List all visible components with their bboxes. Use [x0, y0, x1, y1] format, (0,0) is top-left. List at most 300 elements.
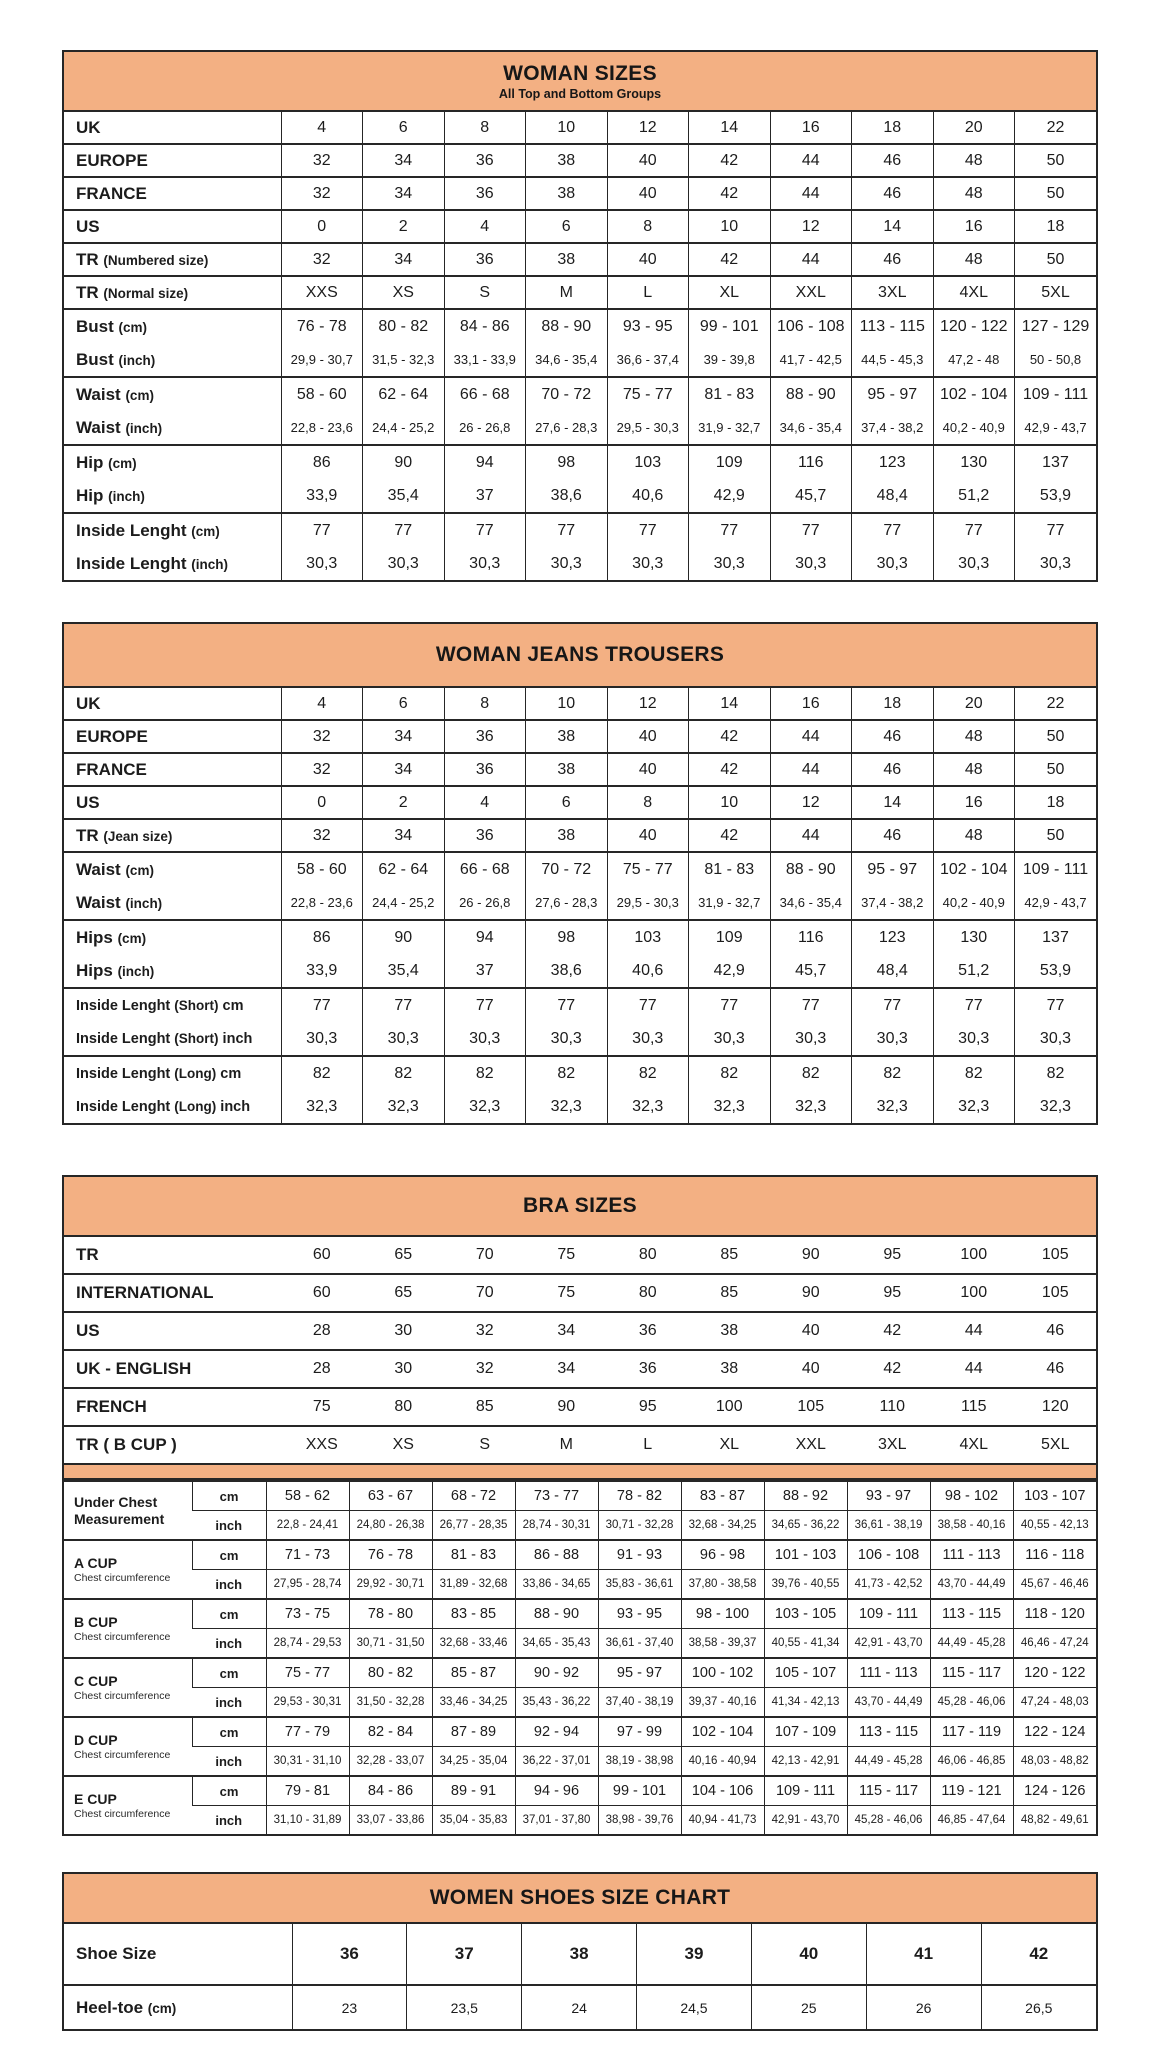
table-section-women-shoes	[62, 1872, 1098, 2031]
row-label-cell: Bust (cm)	[64, 309, 281, 343]
measurement-value-cell: 46,85 - 47,64	[930, 1806, 1013, 1835]
size-value-cell: 44	[933, 1350, 1015, 1388]
size-value-cell: 75	[281, 1388, 363, 1426]
table-row	[64, 1599, 1096, 1629]
size-value-cell: 60	[281, 1274, 363, 1312]
table-row	[64, 720, 1096, 753]
size-value-cell: 42,9 - 43,7	[1015, 411, 1097, 445]
size-value-cell: 4	[281, 688, 363, 720]
table-row	[64, 1717, 1096, 1747]
table-row	[64, 1274, 1096, 1312]
measurement-value-cell: 46,46 - 47,24	[1013, 1629, 1096, 1659]
measurement-value-cell: 88 - 90	[515, 1599, 598, 1629]
measurement-value-cell: 83 - 85	[432, 1599, 515, 1629]
size-value-cell: 35,4	[363, 954, 445, 988]
size-value-cell: 26 - 26,8	[444, 886, 526, 920]
table-row	[64, 1688, 1096, 1718]
table-row	[64, 513, 1096, 547]
cup-label-cell	[64, 1776, 192, 1834]
size-value-cell: 30,3	[444, 547, 526, 580]
unit-cell: inch	[192, 1511, 266, 1541]
measurement-value-cell: 120 - 122	[1013, 1658, 1096, 1688]
measurement-value-cell: 40,94 - 41,73	[681, 1806, 764, 1835]
measurement-value-cell: 24,80 - 26,38	[349, 1511, 432, 1541]
size-value-cell: 110	[852, 1388, 934, 1426]
size-value-cell: 14	[689, 112, 771, 144]
cup-label: B CUP	[74, 1613, 118, 1630]
size-value-cell: 32,3	[363, 1090, 445, 1123]
measurement-value-cell: 119 - 121	[930, 1776, 1013, 1806]
size-value-cell: 66 - 68	[444, 852, 526, 886]
measurement-value-cell: 102 - 104	[681, 1717, 764, 1747]
size-value-cell: 45,7	[770, 954, 852, 988]
size-value-cell: 60	[312, 1246, 331, 1263]
size-value-cell: 37	[444, 479, 526, 513]
size-value-cell: 48	[933, 720, 1015, 753]
size-value-cell: 86	[281, 445, 363, 479]
size-value-cell: 40	[751, 1924, 866, 1985]
measurement-value-cell: 109 - 111	[764, 1776, 847, 1806]
label-paren: (cm)	[118, 319, 148, 335]
size-grid-women-shoes	[64, 1924, 1096, 2029]
measurement-value-cell: 44,49 - 45,28	[930, 1629, 1013, 1659]
size-value-cell: 32	[281, 720, 363, 753]
size-value-cell: 130	[933, 920, 1015, 954]
size-value-cell: 32,3	[1015, 1090, 1097, 1123]
table-title-band	[64, 52, 1096, 112]
row-label-cell: INTERNATIONAL	[64, 1274, 281, 1312]
row-label-cell: UK - ENGLISH	[64, 1350, 281, 1388]
size-value-cell: 77	[281, 988, 363, 1022]
table-row	[64, 1511, 1096, 1541]
size-value-cell: 22	[1015, 688, 1097, 720]
separator-band	[64, 1463, 1096, 1480]
cup-label-cell	[64, 1658, 192, 1717]
size-value-cell: 38,6	[526, 479, 608, 513]
size-value-cell: 42	[689, 177, 771, 210]
size-value-cell: 44	[770, 177, 852, 210]
measurement-value-cell: 31,89 - 32,68	[432, 1570, 515, 1600]
size-value-cell: 36	[607, 1312, 689, 1350]
measurement-value-cell: 117 - 119	[930, 1717, 1013, 1747]
measurement-value-cell: 97 - 99	[598, 1717, 681, 1747]
size-value-cell: 29,9 - 30,7	[281, 343, 363, 377]
measurement-value-cell: 79 - 81	[266, 1776, 349, 1806]
measurement-value-cell: 38,19 - 38,98	[598, 1747, 681, 1777]
size-value-cell: 4	[444, 210, 526, 243]
size-value-cell: 40,6	[607, 479, 689, 513]
measurement-value-cell: 93 - 97	[847, 1481, 930, 1511]
measurement-value-cell: 33,86 - 34,65	[515, 1570, 598, 1600]
measurement-value-cell: 106 - 108	[847, 1540, 930, 1570]
row-label-cell: Waist (cm)	[64, 377, 281, 411]
size-value-cell: 33,9	[281, 479, 363, 513]
size-value-cell: 95	[852, 1274, 934, 1312]
size-value-cell: 75	[526, 1274, 608, 1312]
size-value-cell: 70	[444, 1274, 526, 1312]
measurement-value-cell: 73 - 75	[266, 1599, 349, 1629]
size-value-cell: 77	[607, 513, 689, 547]
size-value-cell: 31,5 - 32,3	[363, 343, 445, 377]
measurement-value-cell: 73 - 77	[515, 1481, 598, 1511]
size-value-cell: 51,2	[933, 479, 1015, 513]
size-value-cell: L	[607, 276, 689, 309]
size-value-cell: 37,4 - 38,2	[852, 886, 934, 920]
measurement-value-cell: 92 - 94	[515, 1717, 598, 1747]
measurement-value-cell: 46,06 - 46,85	[930, 1747, 1013, 1777]
size-value-cell: 3XL	[852, 276, 934, 309]
size-value-cell: 42	[689, 144, 771, 177]
cup-label-cell	[64, 1540, 192, 1599]
size-value-cell: 77	[363, 513, 445, 547]
row-label-cell: Heel-toe (cm)	[64, 1985, 292, 2029]
unit-cell: inch	[192, 1629, 266, 1659]
size-value-cell: 109	[689, 920, 771, 954]
size-value-cell: 40,6	[607, 954, 689, 988]
measurement-value-cell: 111 - 113	[930, 1540, 1013, 1570]
size-value-cell: 38	[526, 177, 608, 210]
size-value-cell: 30,3	[933, 547, 1015, 580]
size-value-cell: 12	[770, 786, 852, 819]
measurement-value-cell: 43,70 - 44,49	[930, 1570, 1013, 1600]
size-value-cell: 38	[689, 1350, 771, 1388]
size-value-cell: 120 - 122	[933, 309, 1015, 343]
table-row	[64, 1747, 1096, 1777]
size-value-cell: 90	[363, 445, 445, 479]
size-value-cell: 42,9 - 43,7	[1015, 886, 1097, 920]
size-value-cell: 77	[526, 988, 608, 1022]
size-value-cell: 32,3	[689, 1090, 771, 1123]
size-value-cell: 30,3	[363, 1022, 445, 1056]
size-value-cell: 28	[281, 1350, 363, 1388]
size-value-cell: 82	[852, 1056, 934, 1090]
size-value-cell: 10	[526, 688, 608, 720]
size-value-cell: 44	[770, 720, 852, 753]
size-value-cell: 76 - 78	[281, 309, 363, 343]
size-value-cell: 98	[526, 920, 608, 954]
row-label-cell: Bust (inch)	[76, 349, 156, 369]
size-value-cell: 77	[770, 988, 852, 1022]
size-value-cell: 109 - 111	[1015, 852, 1097, 886]
size-value-cell: 6	[526, 210, 608, 243]
size-value-cell: 30,3	[607, 547, 689, 580]
size-value-cell: 30,3	[852, 547, 934, 580]
measurement-value-cell: 30,71 - 32,28	[598, 1511, 681, 1541]
row-label-cell: FRANCE	[64, 753, 281, 786]
measurement-value-cell: 75 - 77	[266, 1658, 349, 1688]
size-value-cell: 86	[281, 920, 363, 954]
size-value-cell: 6	[363, 688, 445, 720]
measurement-value-cell: 124 - 126	[1013, 1776, 1096, 1806]
row-label-cell: UK	[76, 693, 101, 713]
size-value-cell: 50 - 50,8	[1015, 343, 1097, 377]
table-row	[64, 1985, 1096, 2029]
size-value-cell: 81 - 83	[689, 852, 771, 886]
measurement-value-cell: 26,77 - 28,35	[432, 1511, 515, 1541]
measurement-value-cell: 95 - 97	[598, 1658, 681, 1688]
size-value-cell: 36	[444, 753, 526, 786]
measurement-value-cell: 71 - 73	[266, 1540, 349, 1570]
table-row	[64, 411, 1096, 445]
size-value-cell: 77	[689, 988, 771, 1022]
size-value-cell: 32,3	[933, 1090, 1015, 1123]
size-value-cell: 50	[1015, 819, 1097, 852]
size-value-cell: 50	[1015, 243, 1097, 276]
cup-label-cell	[64, 1481, 192, 1540]
measurement-value-cell: 107 - 109	[764, 1717, 847, 1747]
measurement-value-cell: 43,70 - 44,49	[847, 1688, 930, 1718]
size-value-cell: 40	[607, 819, 689, 852]
size-value-cell: 44	[770, 144, 852, 177]
label-paren: (Long)	[174, 1098, 217, 1114]
table-row	[64, 243, 1096, 276]
table-row	[64, 1806, 1096, 1835]
label-paren: (inch)	[125, 895, 163, 911]
size-value-cell: 32,3	[444, 1090, 526, 1123]
size-value-cell: 26	[866, 1985, 981, 2029]
table-section-woman-sizes	[62, 50, 1098, 582]
size-value-cell: 18	[1015, 210, 1097, 243]
size-value-cell: 12	[607, 688, 689, 720]
size-value-cell: 75 - 77	[607, 852, 689, 886]
size-value-cell: 40	[607, 144, 689, 177]
size-value-cell: 109 - 111	[1015, 377, 1097, 411]
size-value-cell: 77	[1015, 988, 1097, 1022]
size-value-cell: 70 - 72	[526, 377, 608, 411]
size-value-cell: 38	[522, 1924, 637, 1985]
size-value-cell: 34	[363, 144, 445, 177]
size-value-cell: 48	[933, 177, 1015, 210]
row-label-cell: EUROPE	[64, 144, 281, 177]
table-row	[64, 988, 1096, 1022]
size-value-cell: 30,3	[689, 547, 771, 580]
label-paren: (cm)	[191, 523, 220, 539]
measurement-value-cell: 76 - 78	[349, 1540, 432, 1570]
size-value-cell: 29,5 - 30,3	[607, 411, 689, 445]
row-label-cell: TR (Jean size)	[64, 819, 281, 852]
size-value-cell: 4XL	[933, 1426, 1015, 1463]
size-tables-container	[62, 50, 1098, 2031]
size-value-cell: 36	[444, 144, 526, 177]
size-value-cell: 40	[770, 1350, 852, 1388]
row-label-cell: Hip (cm)	[64, 445, 281, 479]
size-value-cell: 34	[363, 243, 445, 276]
size-value-cell: 82	[770, 1056, 852, 1090]
size-value-cell: 103	[607, 445, 689, 479]
size-value-cell: 102 - 104	[933, 377, 1015, 411]
size-value-cell: 42	[689, 720, 771, 753]
measurement-value-cell: 41,34 - 42,13	[764, 1688, 847, 1718]
size-value-cell: 115	[933, 1388, 1015, 1426]
measurement-value-cell: 87 - 89	[432, 1717, 515, 1747]
size-value-cell: 4	[281, 112, 363, 144]
size-value-cell: 77	[1015, 513, 1097, 547]
measurement-value-cell: 39,37 - 40,16	[681, 1688, 764, 1718]
size-value-cell: 30,3	[770, 1022, 852, 1056]
size-value-cell: 30	[363, 1350, 445, 1388]
size-value-cell: 0	[281, 786, 363, 819]
size-value-cell: 48	[933, 243, 1015, 276]
size-value-cell: 50	[1015, 753, 1097, 786]
measurement-value-cell: 101 - 103	[764, 1540, 847, 1570]
measurement-value-cell: 31,50 - 32,28	[349, 1688, 432, 1718]
cup-sublabel: Chest circumference	[74, 1572, 171, 1585]
size-value-cell: 36	[292, 1924, 407, 1985]
size-value-cell: 46	[852, 753, 934, 786]
table-title-band	[64, 1874, 1096, 1924]
table-section-woman-jeans-trousers	[62, 622, 1098, 1125]
table-row	[64, 1312, 1096, 1350]
size-value-cell: 93 - 95	[607, 309, 689, 343]
table-row	[64, 1924, 1096, 1985]
table-row	[64, 445, 1096, 479]
measurement-value-cell: 115 - 117	[930, 1658, 1013, 1688]
size-value-cell: 25	[751, 1985, 866, 2029]
size-value-cell: 30,3	[1015, 547, 1097, 580]
size-value-cell: 130	[933, 445, 1015, 479]
size-value-cell: 3XL	[852, 1426, 934, 1463]
measurement-value-cell: 84 - 86	[349, 1776, 432, 1806]
size-value-cell: 75	[557, 1246, 576, 1263]
size-value-cell: 77	[363, 988, 445, 1022]
measurement-value-cell: 88 - 92	[764, 1481, 847, 1511]
measurement-value-cell: 38,58 - 39,37	[681, 1629, 764, 1659]
size-value-cell: 81 - 83	[689, 377, 771, 411]
size-value-cell: 77	[689, 513, 771, 547]
label-paren: (Numbered size)	[103, 252, 209, 268]
row-label-cell: US	[64, 1312, 281, 1350]
unit-cell: inch	[192, 1570, 266, 1600]
size-value-cell: 37	[407, 1924, 522, 1985]
measurement-value-cell: 41,73 - 42,52	[847, 1570, 930, 1600]
size-value-cell: 34,6 - 35,4	[526, 343, 608, 377]
size-value-cell: 4XL	[933, 276, 1015, 309]
table-row	[64, 1481, 1096, 1511]
row-label-cell: Hips (cm)	[64, 920, 281, 954]
size-value-cell: 84 - 86	[444, 309, 526, 343]
size-value-cell: 105	[1041, 1246, 1069, 1263]
size-value-cell: 18	[852, 112, 934, 144]
size-value-cell: 80	[607, 1274, 689, 1312]
row-label-cell: Inside Lenght (Long) cm	[64, 1056, 281, 1090]
row-label-cell: Hip (inch)	[76, 485, 145, 505]
size-value-cell: 22	[1015, 112, 1097, 144]
measurement-value-cell: 42,91 - 43,70	[764, 1806, 847, 1835]
size-value-cell: 44	[770, 819, 852, 852]
label-paren: (cm)	[117, 930, 147, 946]
size-value-cell: 95 - 97	[852, 852, 934, 886]
size-value-cell: 5XL	[1015, 276, 1097, 309]
measurement-value-cell: 36,61 - 37,40	[598, 1629, 681, 1659]
size-value-cell: 109	[689, 445, 771, 479]
measurement-value-cell: 37,01 - 37,80	[515, 1806, 598, 1835]
measurement-value-cell: 48,82 - 49,61	[1013, 1806, 1096, 1835]
size-value-cell: 31,9 - 32,7	[689, 886, 771, 920]
measurement-value-cell: 47,24 - 48,03	[1013, 1688, 1096, 1718]
table-row	[64, 920, 1096, 954]
row-label-cell: Inside Lenght (Long) inch	[76, 1098, 251, 1115]
size-value-cell: 77	[281, 513, 363, 547]
measurement-value-cell: 104 - 106	[681, 1776, 764, 1806]
size-value-cell: 30,3	[689, 1022, 771, 1056]
size-value-cell: 31,9 - 32,7	[689, 411, 771, 445]
size-value-cell: 40,2 - 40,9	[933, 411, 1015, 445]
row-label-cell: UK	[76, 117, 101, 137]
size-value-cell: 40	[607, 243, 689, 276]
size-value-cell: 37,4 - 38,2	[852, 411, 934, 445]
size-value-cell: 32,3	[770, 1090, 852, 1123]
size-value-cell: 65	[394, 1246, 413, 1263]
size-value-cell: 38	[526, 243, 608, 276]
size-value-cell: 80 - 82	[363, 309, 445, 343]
table-row	[64, 954, 1096, 988]
measurement-value-cell: 32,28 - 33,07	[349, 1747, 432, 1777]
size-value-cell: 95	[607, 1388, 689, 1426]
size-value-cell: 16	[770, 688, 852, 720]
size-value-cell: 24,4 - 25,2	[363, 411, 445, 445]
table-row	[64, 1237, 1096, 1274]
measurement-value-cell: 77 - 79	[266, 1717, 349, 1747]
size-value-cell: 46	[852, 819, 934, 852]
label-paren: (cm)	[125, 862, 154, 878]
size-value-cell: 50	[1015, 720, 1097, 753]
measurement-value-cell: 82 - 84	[349, 1717, 432, 1747]
size-value-cell: 95 - 97	[852, 377, 934, 411]
size-value-cell: 14	[689, 688, 771, 720]
size-value-cell: 22,8 - 23,6	[281, 411, 363, 445]
measurement-value-cell: 78 - 82	[598, 1481, 681, 1511]
size-value-cell: 44,5 - 45,3	[852, 343, 934, 377]
size-value-cell: 32	[281, 243, 363, 276]
size-value-cell: 116	[770, 445, 852, 479]
row-label-cell: US	[64, 786, 281, 819]
label-paren: (Jean size)	[103, 828, 173, 844]
size-value-cell: 65	[363, 1274, 445, 1312]
size-value-cell: 16	[770, 112, 852, 144]
size-value-cell: 10	[689, 786, 771, 819]
size-value-cell: 94	[444, 920, 526, 954]
measurement-value-cell: 32,68 - 33,46	[432, 1629, 515, 1659]
size-value-cell: 10	[689, 210, 771, 243]
size-value-cell: 26,5	[981, 1985, 1096, 2029]
size-value-cell: 82	[689, 1056, 771, 1090]
size-value-cell: 113 - 115	[852, 309, 934, 343]
size-value-cell: 5XL	[1015, 1426, 1097, 1463]
row-label-cell: Waist (inch)	[76, 417, 163, 437]
table-row	[64, 479, 1096, 513]
unit-cell: cm	[192, 1776, 266, 1806]
label-paren: (inch)	[118, 352, 156, 368]
size-value-cell: 22,8 - 23,6	[281, 886, 363, 920]
size-value-cell: 42	[852, 1350, 934, 1388]
cup-label-cell	[64, 1599, 192, 1658]
measurement-value-cell: 58 - 62	[266, 1481, 349, 1511]
unit-cell: cm	[192, 1717, 266, 1747]
size-value-cell: 38	[526, 819, 608, 852]
size-value-cell: 42	[689, 243, 771, 276]
size-value-cell: 36	[444, 720, 526, 753]
size-value-cell: 137	[1015, 445, 1097, 479]
size-value-cell: 40	[607, 177, 689, 210]
size-value-cell: 32	[444, 1312, 526, 1350]
size-value-cell: 36	[444, 243, 526, 276]
cup-label: C CUP	[74, 1672, 118, 1689]
measurement-value-cell: 30,71 - 31,50	[349, 1629, 432, 1659]
size-value-cell: M	[526, 1426, 608, 1463]
label-paren: (inch)	[125, 420, 163, 436]
size-value-cell: 12	[770, 210, 852, 243]
measurement-value-cell: 35,43 - 36,22	[515, 1688, 598, 1718]
